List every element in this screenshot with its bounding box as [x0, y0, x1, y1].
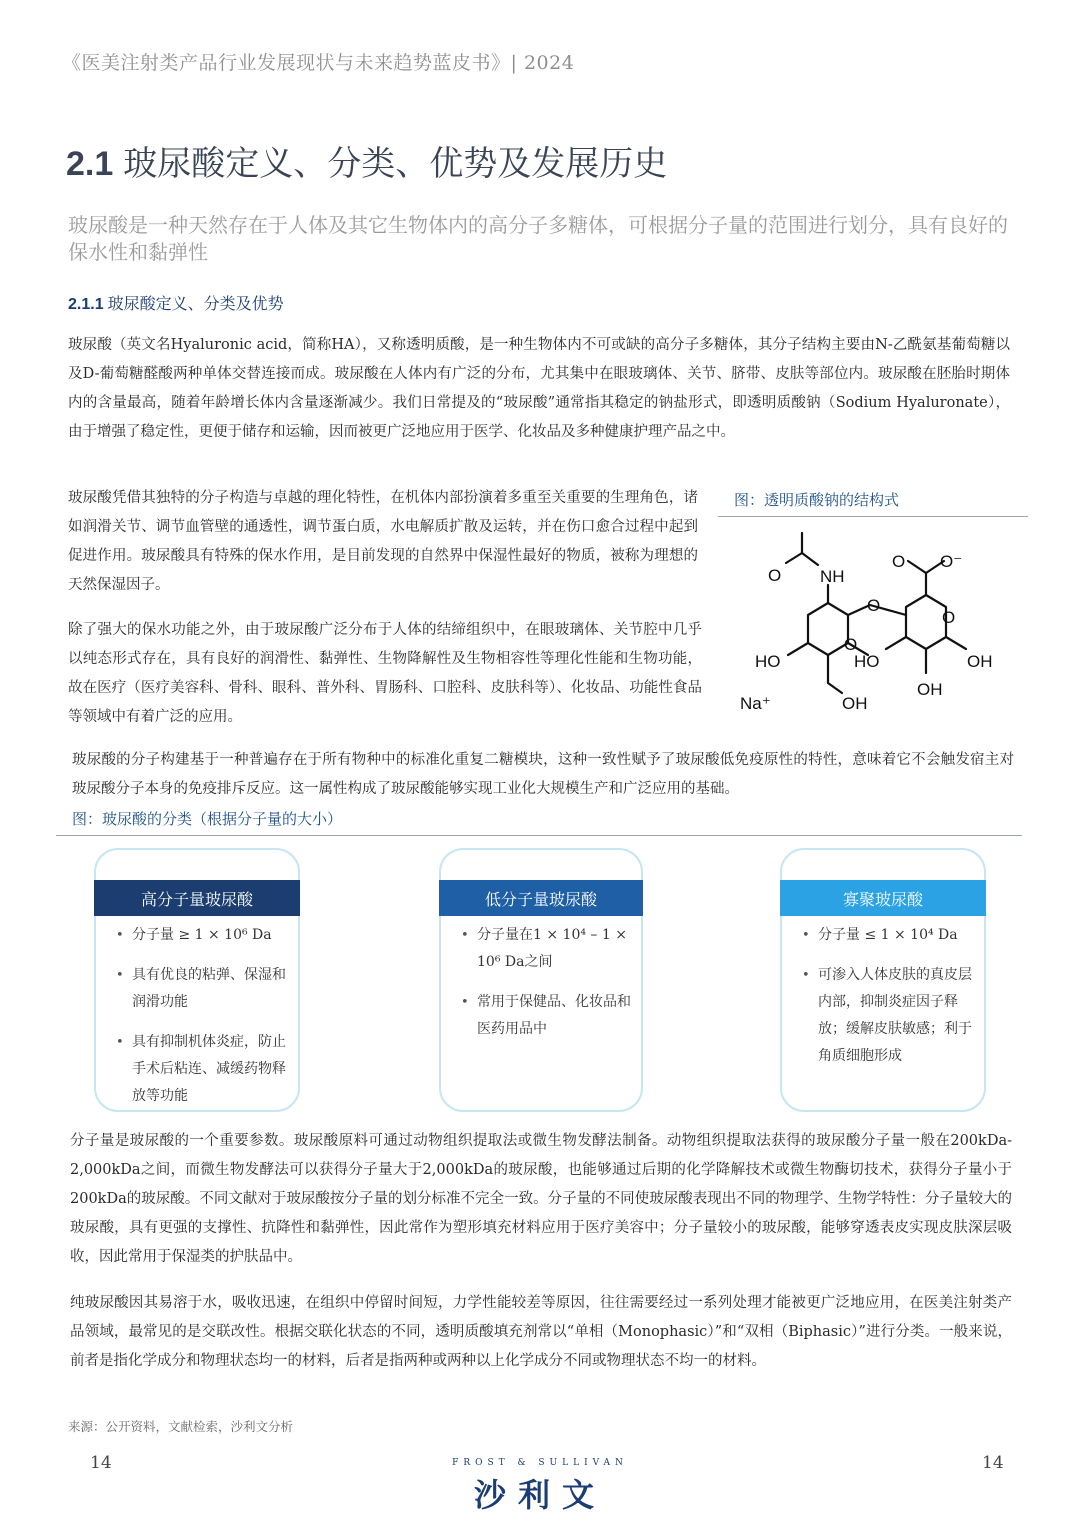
source-note: 来源：公开资料，文献检索，沙利文分析 [68, 1419, 294, 1434]
card-title: 寡聚玻尿酸 [780, 880, 986, 916]
figure1-divider [718, 516, 1028, 517]
paragraph-2: 玻尿酸凭借其独特的分子构造与卓越的理化特性，在机体内部扮演着多重至关重要的生理角色，诸如润滑关节、调节血管壁的通透性，调节蛋白质，水电解质扩散及运转，并在伤口愈合过程中起到促进作用。玻尿酸具有特殊的保水作用，是目前发现的自然界中保湿性最好的物质，被称为理想的天然保湿因子。 [68, 490, 698, 593]
sodium-hyaluronate-structure [730, 525, 1030, 725]
label-nh: NH [820, 567, 845, 586]
card-oligo-ha [780, 848, 986, 1112]
label-o-ring-left: O [844, 635, 858, 654]
card-item: • 可渗入人体皮肤的真皮层内部，抑制炎症因子释放；缓解皮肤敏感；利于角质细胞形成 [806, 962, 974, 1070]
page-number-left: 14 [90, 1453, 112, 1473]
figure2-divider [56, 835, 1022, 836]
section-lead: 玻尿酸是一种天然存在于人体及其它生物体内的高分子多糖体，可根据分子量的范围进行划分，具有良好的保水性和黏弹性 [68, 213, 1008, 264]
card-item: • 具有抑制机体炎症，防止手术后粘连、减缓药物释放等功能 [120, 1029, 288, 1110]
card-title: 低分子量玻尿酸 [439, 880, 643, 916]
label-oh-bottom: OH [917, 680, 943, 699]
card-items [453, 922, 631, 1056]
card-items [108, 922, 288, 1123]
section-title [66, 136, 667, 185]
section-number: 2.1 [66, 145, 114, 183]
figure1-caption: 图：透明质酸钠的结构式 [734, 491, 900, 509]
label-ho-left: HO [755, 652, 781, 671]
paragraph-3: 除了强大的保水功能之外，由于玻尿酸广泛分布于人体的结缔组织中，在眼玻璃体、关节腔中几乎以纯态形式存在，具有良好的润滑性、黏弹性、生物降解性及生物相容性等理化性能和生物功能，故在医疗（医疗美容科、骨科、眼科、普外科、胃肠科、口腔科、皮肤科等）、化妆品、功能性食品等领域中有着广泛的应用。 [68, 622, 702, 725]
label-o-ring: O [942, 608, 956, 627]
label-sodium: Na⁺ [740, 694, 771, 713]
paragraph-5: 分子量是玻尿酸的一个重要参数。玻尿酸原料可通过动物组织提取法或微生物发酵法制备。动物组织提取法获得的玻尿酸分子量一般在200kDa-2,000kDa之间，而微生物发酵法可以获得分子量大于2,000kDa的玻尿酸，也能够通过后期的化学降解技术或微生物酶切技术，获得分子量小于200kDa的玻尿酸。不同文献对于玻尿酸按分子量的划分标准不完全一致。分子量的不同使玻尿酸表现出不同的物理学、生物学特性：分子量较大的玻尿酸，具有更强的支撑性、抗降性和黏弹性，因此常作为塑形填充材料应用于医疗美容中；分子量较小的玻尿酸，能够穿透表皮实现皮肤深层吸收，因此常用于保湿类的护肤品中。 [70, 1133, 1012, 1265]
card-item: • 分子量 ≤ 1 × 10⁴ Da [806, 922, 974, 949]
label-o-bridge: O [867, 596, 881, 615]
card-item: • 分子量在1 × 10⁴ – 1 × 10⁶ Da之间 [465, 922, 631, 976]
report-header: 《医美注射类产品行业发展现状与未来趋势蓝皮书》| 2024 [62, 52, 575, 74]
label-oh-ch2: OH [842, 694, 868, 713]
figure2-caption: 图：玻尿酸的分类（根据分子量的大小） [72, 810, 343, 828]
card-high-molecular-ha [94, 848, 300, 1112]
label-o-acetyl: O [768, 566, 782, 585]
paragraph-6: 纯玻尿酸因其易溶于水，吸收迅速，在组织中停留时间短，力学性能较差等原因，往往需要经过一系列处理才能被更广泛地应用，在医美注射类产品领域，最常见的是交联改性。根据交联化状态的不同，透明质酸填充剂常以“单相（Monophasic）”和“双相（Biphasic）”进行分类。一般来说，前者是指化学成分和物理状态均一的材料，后者是指两种或两种以上化学成分不同或物理状态不均一的材料。 [70, 1295, 1012, 1369]
subsection-number: 2.1.1 [68, 296, 104, 313]
card-item: • 分子量 ≥ 1 × 10⁶ Da [120, 922, 288, 949]
label-o-carbonyl: O [892, 552, 906, 571]
card-items [794, 922, 974, 1083]
label-oh-right: OH [967, 652, 993, 671]
subsection-title [68, 291, 284, 314]
subsection-title-text: 玻尿酸定义、分类及优势 [107, 294, 284, 313]
section-title-text: 玻尿酸定义、分类、优势及发展历史 [123, 144, 668, 184]
card-item: • 具有优良的粘弹、保湿和润滑功能 [120, 962, 288, 1016]
paragraph-4: 玻尿酸的分子构建基于一种普遍存在于所有物种中的标准化重复二糖模块，这种一致性赋予了玻尿酸低免疫原性的特性，意味着它不会触发宿主对玻尿酸分子本身的免疫排斥反应。这一属性构成了玻尿酸能够实现工业化大规模生产和广泛应用的基础。 [72, 752, 1014, 797]
card-item: • 常用于保健品、化妆品和医药用品中 [465, 989, 631, 1043]
label-ho-middle: HO [854, 652, 880, 671]
card-low-molecular-ha [439, 848, 643, 1112]
page-number-right: 14 [982, 1453, 1004, 1473]
company-logo: 沙利文 [473, 1476, 606, 1514]
logo-wordmark: FROST & SULLIVAN [452, 1458, 628, 1468]
label-o-minus: O⁻ [940, 552, 963, 571]
card-title: 高分子量玻尿酸 [94, 880, 300, 916]
paragraph-1: 玻尿酸（英文名Hyaluronic acid，简称HA），又称透明质酸，是一种生物体内不可或缺的高分子多糖体，其分子结构主要由N-乙酰氨基葡萄糖以及D-葡萄糖醛酸两种单体交替连接而成。玻尿酸在人体内有广泛的分布，尤其集中在眼玻璃体、关节、脐带、皮肤等部位内。玻尿酸在胚胎时期体内的含量最高，随着年龄增长体内含量逐渐减少。我们日常提及的“玻尿酸”通常指其稳定的钠盐形式，即透明质酸钠（Sodium Hyaluronate），由于增强了稳定性，更便于储存和运输，因而被更广泛地应用于医学、化妆品及多种健康护理产品之中。 [68, 337, 1010, 440]
